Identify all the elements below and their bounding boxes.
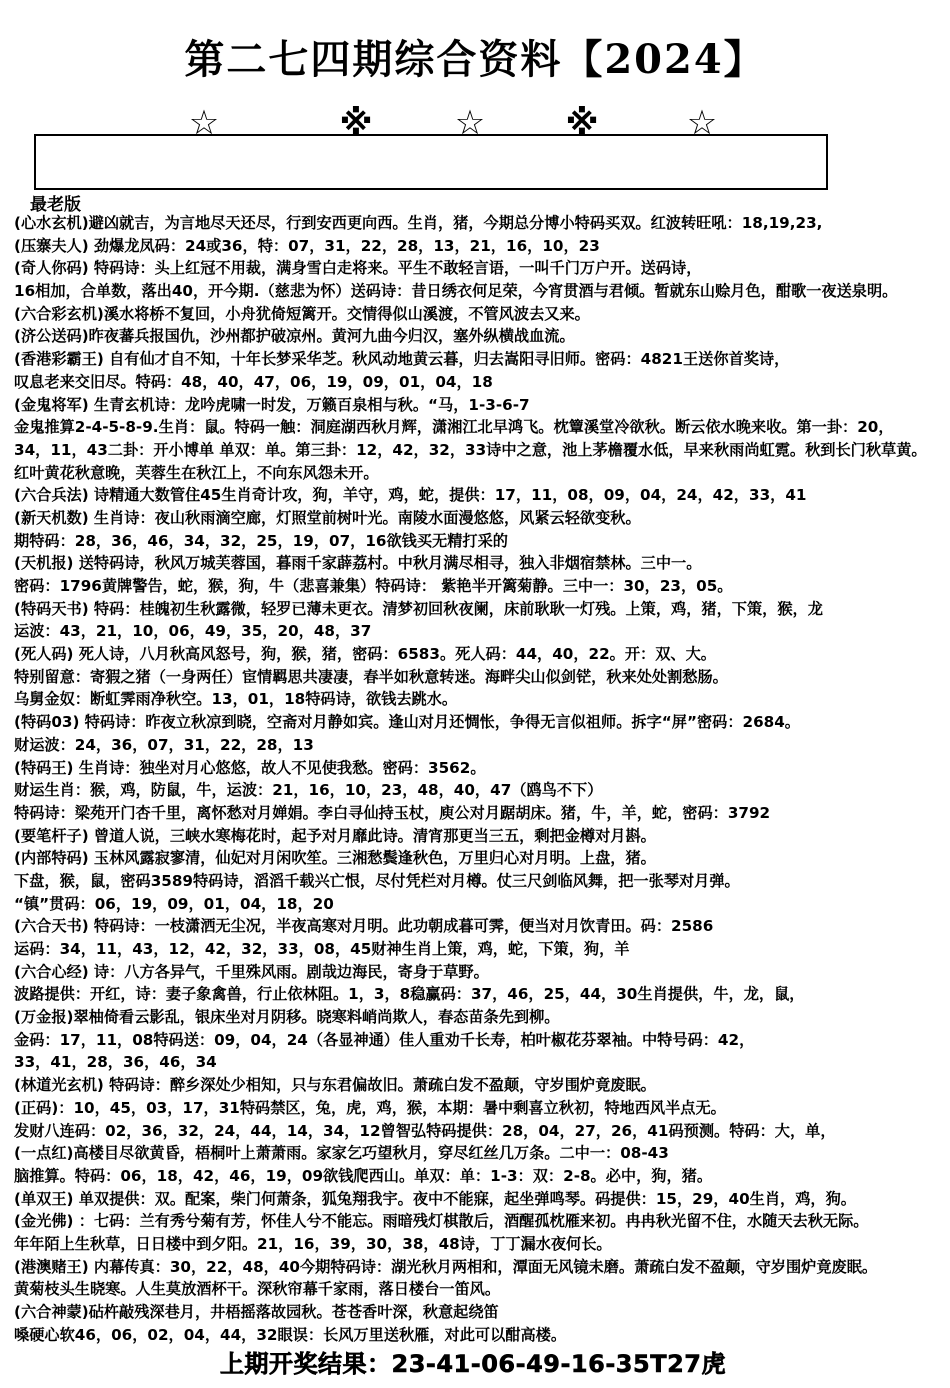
text-line: 嗓硬心软46，06，02，04，44，32眼误：长风万里送秋雁，对此可以酣高楼。	[14, 1325, 567, 1344]
text-line: (香港彩霸王) 自有仙才自不知，十年长梦采华芝。秋风动地黄云暮，归去嵩阳寻旧师。密码：4821王送你首奖诗，	[14, 350, 790, 369]
text-line: 金码：17，11，08特码送：09，04，24（各显神通）佳人重劝千长寿，柏叶椒花芬翠袖。中特号码：42，	[14, 1030, 755, 1049]
blank-banner-box	[34, 134, 828, 190]
text-line: 特别留意：寄猳之猪（一身两任）宦情羁思共凄凄，春半如秋意转迷。海畔尖山似剑铓，秋来处处割愁肠。	[14, 667, 728, 686]
text-line: (正码)：10，45，03，17，31特码禁区，兔，虎，鸡，猴，本期：暑中剩喜立秋初，特地西风半点无。	[14, 1098, 726, 1117]
text-line: (港澳赌王) 内幕传真：30，22，48，40今期特码诗：湖光秋月两相和，潭面无风镜未磨。萧疏白发不盈颠，守岁围炉竟废眠。	[14, 1257, 878, 1276]
text-line: (奇人你码) 特码诗：头上红冠不用裁，满身雪白走将来。平生不敢轻言语，一叫千门万户开。送码诗，	[14, 259, 702, 278]
text-line: 财运生肖：猴，鸡，防鼠，牛，运波：21，16，10，23，48，40，47（鸥鸟不下）	[14, 781, 603, 800]
text-line: 运码：34，11，43，12，42，32，33，08，45财神生肖上策，鸡，蛇，下策，狗，羊	[14, 940, 630, 958]
text-line: 特码诗：梁苑开门杏千里，离怀愁对月婵娟。李白寻仙持玉杖，庾公对月踞胡床。猪，牛，羊，蛇，密码：3792	[14, 803, 771, 822]
text-line: 期特码：28，36，46，34，32，25，19，07，16欲钱买无精打采的	[14, 531, 508, 550]
text-line: 密码：1796黄牌警告，蛇，猴，狗，牛（悲喜兼集）特码诗： 紫艳半开篱菊静。三中一：30，23，05。	[14, 577, 733, 595]
edition-label: 最老版	[30, 195, 81, 215]
last-draw-result: 上期开奖结果：23-41-06-49-16-35T27虎	[220, 1350, 726, 1378]
text-line: “镇”贯码：06，19，09，01，04，18，20	[14, 894, 334, 913]
text-line: (六合心经) 诗：八方各异气，千里殊风雨。剧哉边海民，寄身于草野。	[14, 962, 489, 981]
text-line: 下盘，猴，鼠，密码3589特码诗，滔滔千载兴亡恨，尽付凭栏对月樽。仗三尺剑临风舞，把一张琴对月弹。	[14, 871, 740, 890]
text-line: (死人码) 死人诗，八月秋高风怒号，狗，猴，猪，密码：6583。死人码：44，40，22。开：双、大。	[14, 645, 716, 664]
text-line: 33，41，28，36，46，34	[14, 1053, 217, 1072]
text-line: (金鬼将军) 生青玄机诗：龙吟虎啸一时发，万籁百泉相与秋。“马，1-3-6-7	[14, 395, 530, 414]
text-line: 发财八连码：02，36，32，24，44，14，34，12曾智弘特码提供：28，04，27，26，41码预测。特码：大，单，	[14, 1121, 836, 1140]
text-line: 16相加，合单数，落出40，开今期.（慈悲为怀）送码诗：昔日绣衣何足荣，今宵贯酒与君倾。暂就东山赊月色，酣歌一夜送泉明。	[14, 282, 898, 301]
page-title: 第二七四期综合资料【2024】	[184, 36, 766, 83]
text-line: (六合天书) 特码诗：一枝潇洒无尘况，半夜高寒对月明。此功朝成暮可霁，便当对月饮青田。码：2586	[14, 917, 714, 936]
text-line: 叹息老来交旧尽。特码：48，40，47，06，19，09，01，04，18	[14, 372, 493, 391]
text-line: 黄菊枝头生晓寒。人生莫放酒杯干。深秋帘幕千家雨，落日楼台一笛风。	[14, 1280, 500, 1299]
text-line: (六合神蒙)砧杵敲残深巷月，井梧摇落故园秋。苍苍香叶深，秋意起绕笛	[14, 1303, 499, 1321]
text-line: (特码王) 生肖诗：独坐对月心悠悠，故人不见使我愁。密码：3562。	[14, 758, 486, 777]
text-line: (一点红)高楼目尽欲黄昏，梧桐叶上萧萧雨。家家乞巧望秋月，穿尽红丝几万条。二中一：08-43	[14, 1144, 669, 1163]
text-line: 34，11，43二卦：开小博单 单双：单。第三卦：12，42，32，33诗中之意，池上茅檐覆水低，早来秋雨尚虹霓。秋到长门秋草黄。	[14, 440, 927, 459]
text-line: (万金报)翠柚倚看云影乱，银床坐对月阴移。晓寒料峭尚欺人，春态苗条先到柳。	[14, 1008, 560, 1027]
text-line: (特码天书) 特码：桂魄初生秋露微，轻罗已薄未更衣。清梦初回秋夜阑，床前耿耿一灯残。上策，鸡，猪，下策，猴，龙	[14, 599, 823, 618]
text-line: (天机报) 送特码诗，秋风万城芙蓉国，暮雨千家薜荔村。中秋月满尽相寻，独入非烟宿禁林。三中一。	[14, 554, 702, 573]
text-line: (六合兵法) 诗精通大数管住45生肖奇计攻，狗，羊守，鸡，蛇，提供：17，11，08，09，04，24，42，33，41	[14, 486, 807, 505]
text-line: 波路提供：开红，诗：妻子象禽兽，行止依林阻。1，3，8稳赢码：37，46，25，44，30生肖提供，牛，龙，鼠，	[14, 985, 805, 1004]
star-icon: ☆	[188, 103, 220, 143]
star-icon: ☆	[454, 103, 486, 143]
text-line: (济公送码)昨夜蕃兵报国仇，沙州都护破凉州。黄河九曲今归汉，塞外纵横战血流。	[14, 327, 575, 346]
text-line: (要笔杆子) 曾道人说，三峡水寒梅花时，起予对月靡此诗。清宵那更当三五，剩把金樽对月斟。	[14, 826, 656, 845]
text-line: 财运波：24，36，07，31，22，28，13	[14, 735, 314, 754]
text-line: 红叶黄花秋意晚，芙蓉生在秋江上，不向东风怨未开。	[14, 463, 379, 482]
text-line: 金鬼推算2-4-5-8-9.生肖：鼠。特码一触：洞庭湖西秋月辉，潇湘江北早鸿飞。枕簟溪堂冷欲秋。断云依水晚来收。第一卦：20，	[14, 418, 894, 437]
text-line: (单双王) 单双提供：双。配案，柴门何萧条，狐兔翔我宇。夜中不能寐，起坐弹鸣琴。码提供：15，29，40生肖，鸡，狗。	[14, 1189, 856, 1208]
text-line: (特码03) 特码诗：昨夜立秋凉到晓，空斋对月静如宾。逢山对月还惆怅，争得无言似祖师。拆字“屏”密码：2684。	[14, 713, 800, 732]
text-line: (新天机数) 生肖诗：夜山秋雨滴空廊，灯照堂前树叶光。南陵水面漫悠悠，风紧云轻欲变秋。	[14, 508, 641, 527]
text-line: 乌舅金奴：断虹霁雨净秋空。13，01，18特码诗，欲钱去跳水。	[14, 690, 458, 709]
content-body	[14, 212, 936, 1346]
text-line: 年年陌上生秋草，日日楼中到夕阳。21，16，39，30，38，48诗，丁丁漏水夜何长。	[14, 1234, 612, 1253]
text-line: (压寨夫人) 劲爆龙凤码：24或36，特：07，31，22，28，13，21，16，10，23	[14, 236, 600, 255]
text-line: (六合彩玄机)溪水将桥不复回，小舟犹倚短篱开。交情得似山溪渡，不管风波去又来。	[14, 304, 590, 323]
text-line: (金光佛) ：七码：兰有秀兮菊有芳，怀佳人兮不能忘。雨暗残灯棋散后，酒醒孤枕雁来初。冉冉秋光留不住，水随天去秋无际。	[14, 1212, 869, 1231]
reference-mark-icon: ※	[565, 103, 599, 143]
text-line: (内部特码) 玉林风露寂寥清，仙妃对月闲吹笙。三湘愁鬓逢秋色，万里归心对月明。上盘，猪。	[14, 849, 656, 868]
text-line: 运波：43，21，10，06，49，35，20，48，37	[14, 622, 372, 641]
reference-mark-icon: ※	[339, 103, 373, 143]
star-icon: ☆	[686, 103, 718, 143]
text-line: (林道光玄机) 特码诗：醉乡深处少相知，只与东君偏故旧。萧疏白发不盈颠，守岁围炉竟废眠。	[14, 1076, 656, 1095]
text-line: 脑推算。特码：06，18，42，46，19，09欲钱爬西山。单双：单：1-3：双：2-8。必中，狗，猪。	[14, 1166, 713, 1185]
text-line: (心水玄机)避凶就吉，为言地尽天还尽，行到安西更向西。生肖，猪，今期总分博小特码买双。红波转旺吼：18,19,23,	[14, 214, 823, 232]
